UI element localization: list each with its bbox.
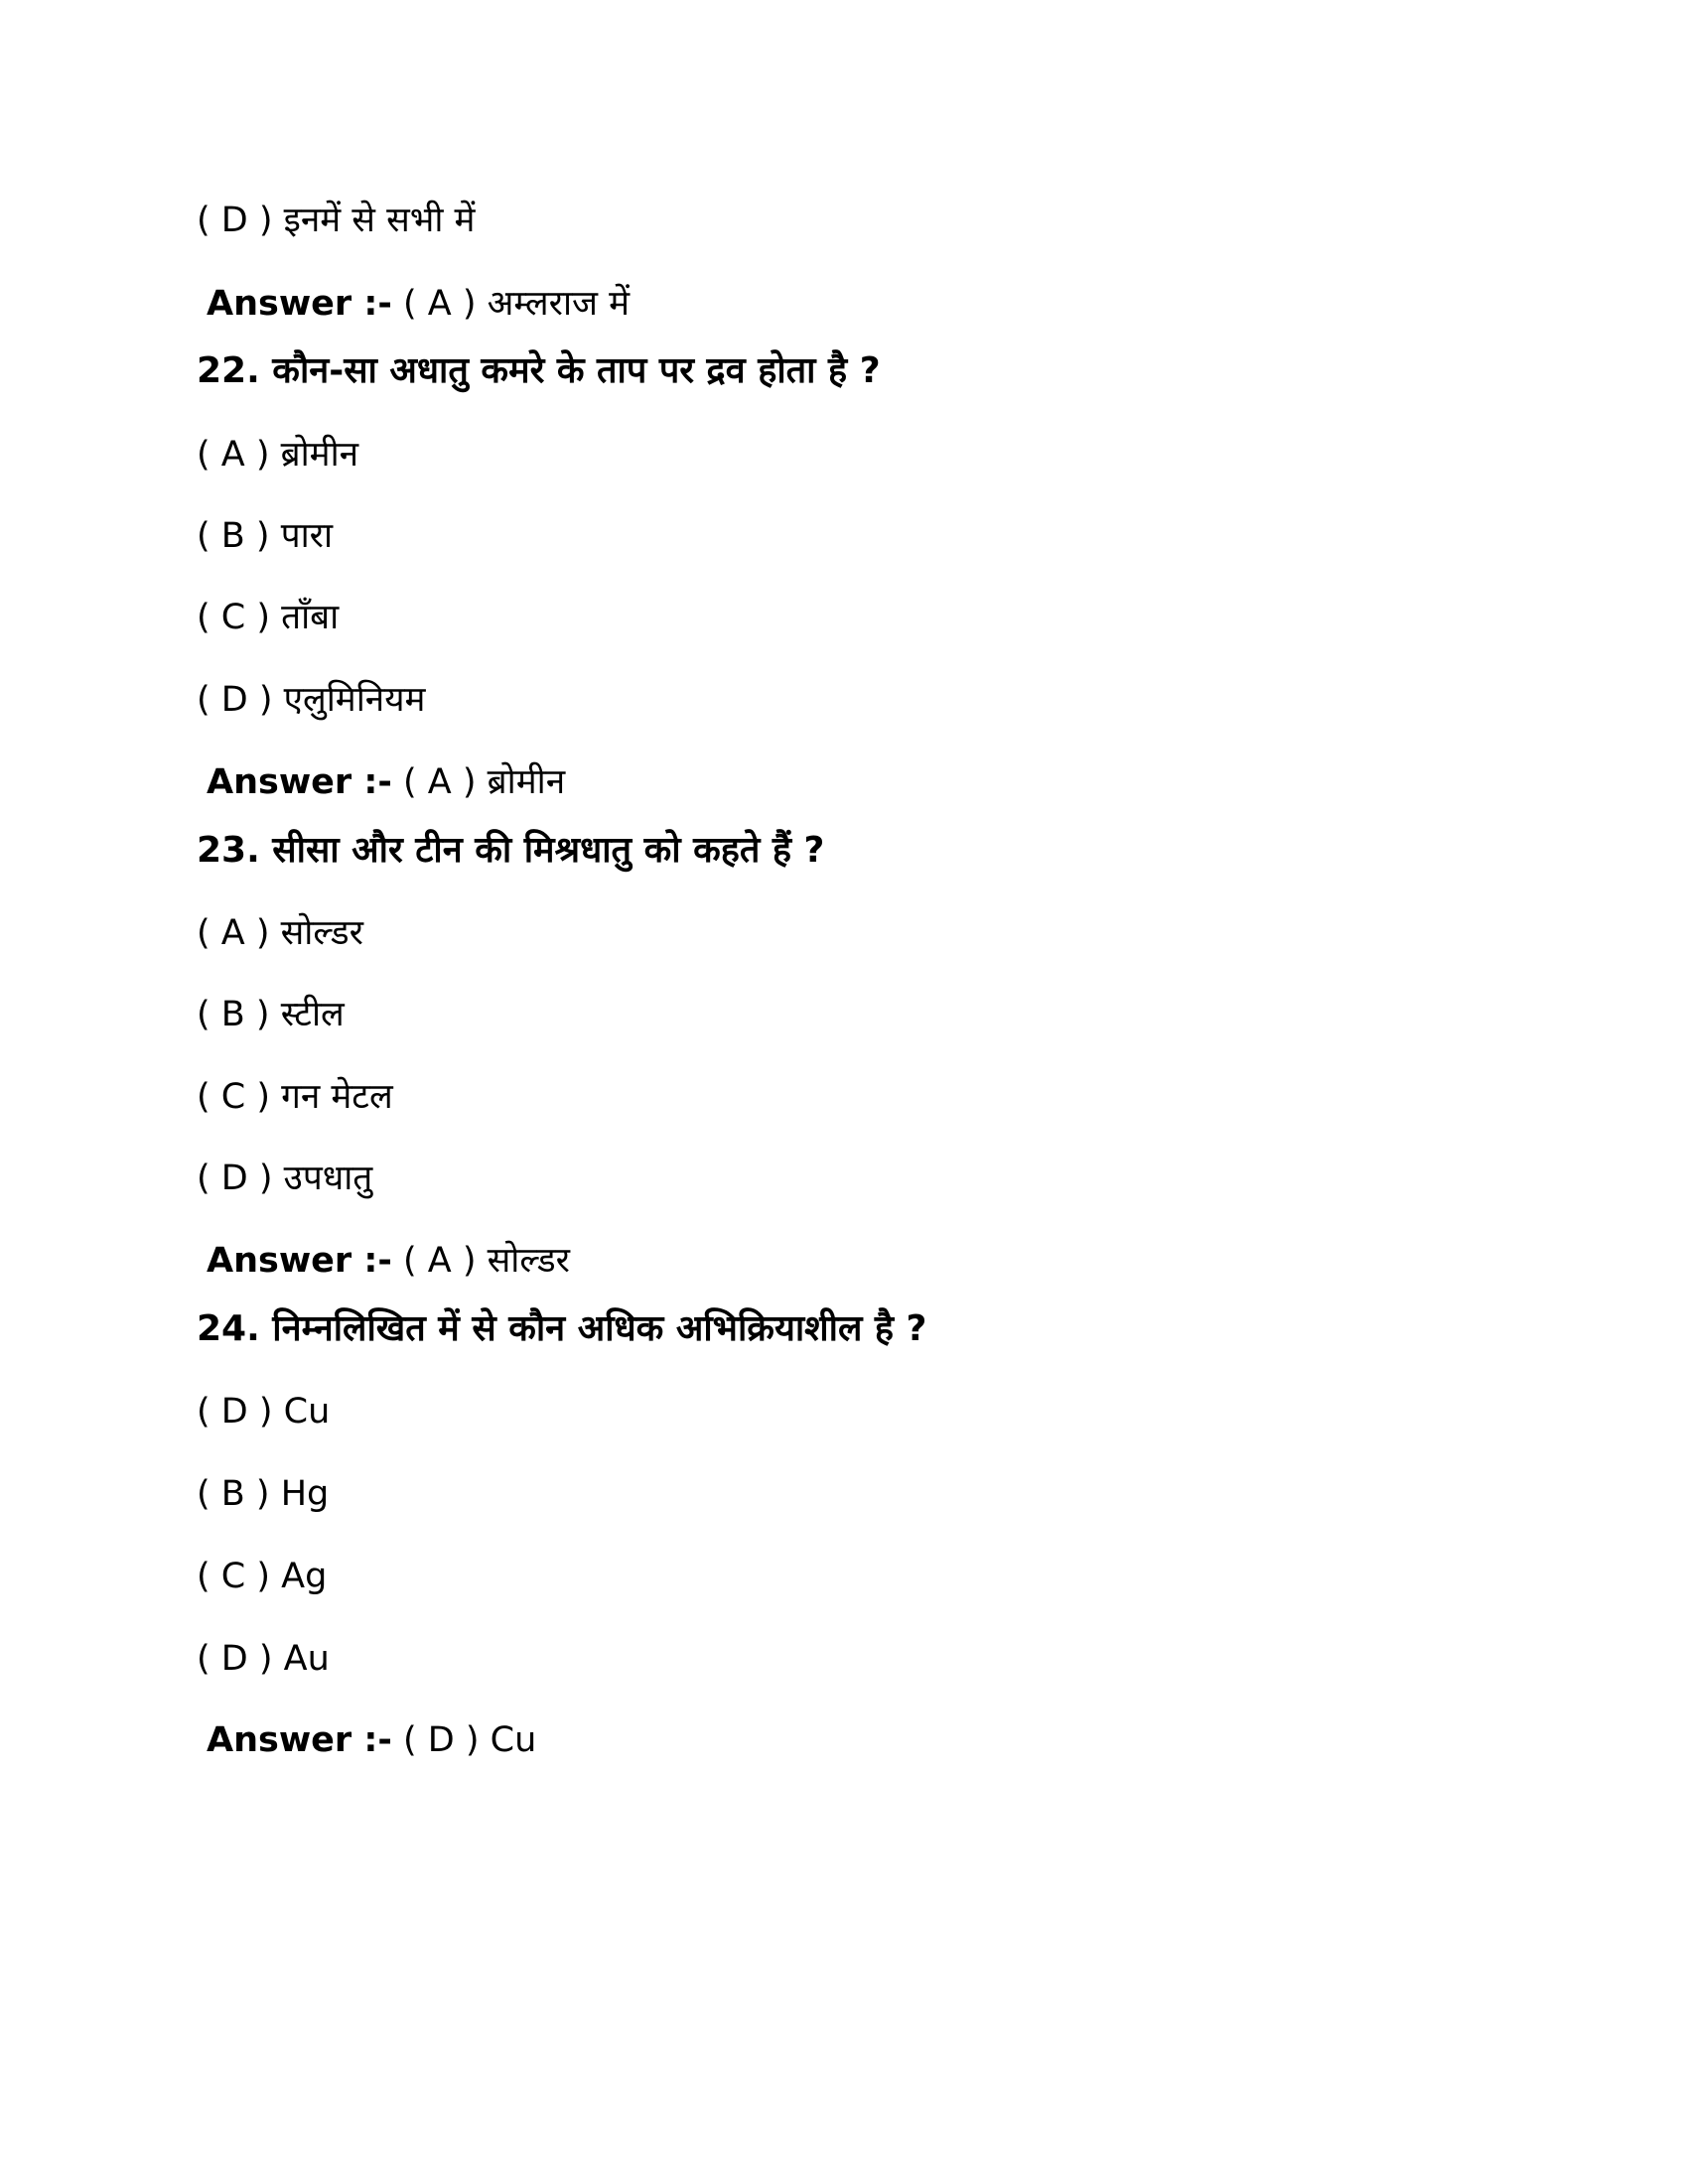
answer-label: Answer :- <box>207 1720 392 1760</box>
option-q23-a: ( A ) सोल्डर <box>197 913 363 953</box>
question-23: 23. सीसा और टीन की मिश्रधातु को कहते हैं ? <box>197 830 825 871</box>
option-q22-d: ( D ) एलुमिनियम <box>197 680 426 720</box>
answer-text: ( A ) ब्रोमीन <box>391 762 566 802</box>
option-q24-c: ( C ) Ag <box>197 1557 328 1596</box>
answer-text: ( A ) अम्लराज में <box>391 284 631 324</box>
answer-text: ( A ) सोल्डर <box>391 1241 570 1281</box>
question-22: 22. कौन-सा अधातु कमरे के ताप पर द्रव होता है ? <box>197 350 881 391</box>
answer-label: Answer :- <box>207 1241 392 1281</box>
option-q22-c: ( C ) ताँबा <box>197 598 340 637</box>
option-q23-c: ( C ) गन मेटल <box>197 1077 393 1117</box>
answer-q24 <box>207 1718 536 1762</box>
answer-label: Answer :- <box>207 284 392 324</box>
option-q23-b: ( B ) स्टील <box>197 995 345 1034</box>
option-q24-1: ( D ) Cu <box>197 1392 331 1432</box>
option-q23-d: ( D ) उपधातु <box>197 1159 373 1198</box>
option-q21-d: ( D ) इनमें से सभी में <box>197 201 476 240</box>
answer-text: ( D ) Cu <box>391 1720 537 1760</box>
option-q24-b: ( B ) Hg <box>197 1474 330 1514</box>
answer-q22 <box>207 760 565 804</box>
answer-label: Answer :- <box>207 762 392 802</box>
answer-q21 <box>207 282 630 326</box>
option-q22-b: ( B ) पारा <box>197 516 334 556</box>
question-24: 24. निम्नलिखित में से कौन अधिक अभिक्रियाशील है ? <box>197 1308 927 1349</box>
option-q24-d: ( D ) Au <box>197 1639 330 1679</box>
option-q22-a: ( A ) ब्रोमीन <box>197 435 359 475</box>
answer-q23 <box>207 1239 570 1283</box>
